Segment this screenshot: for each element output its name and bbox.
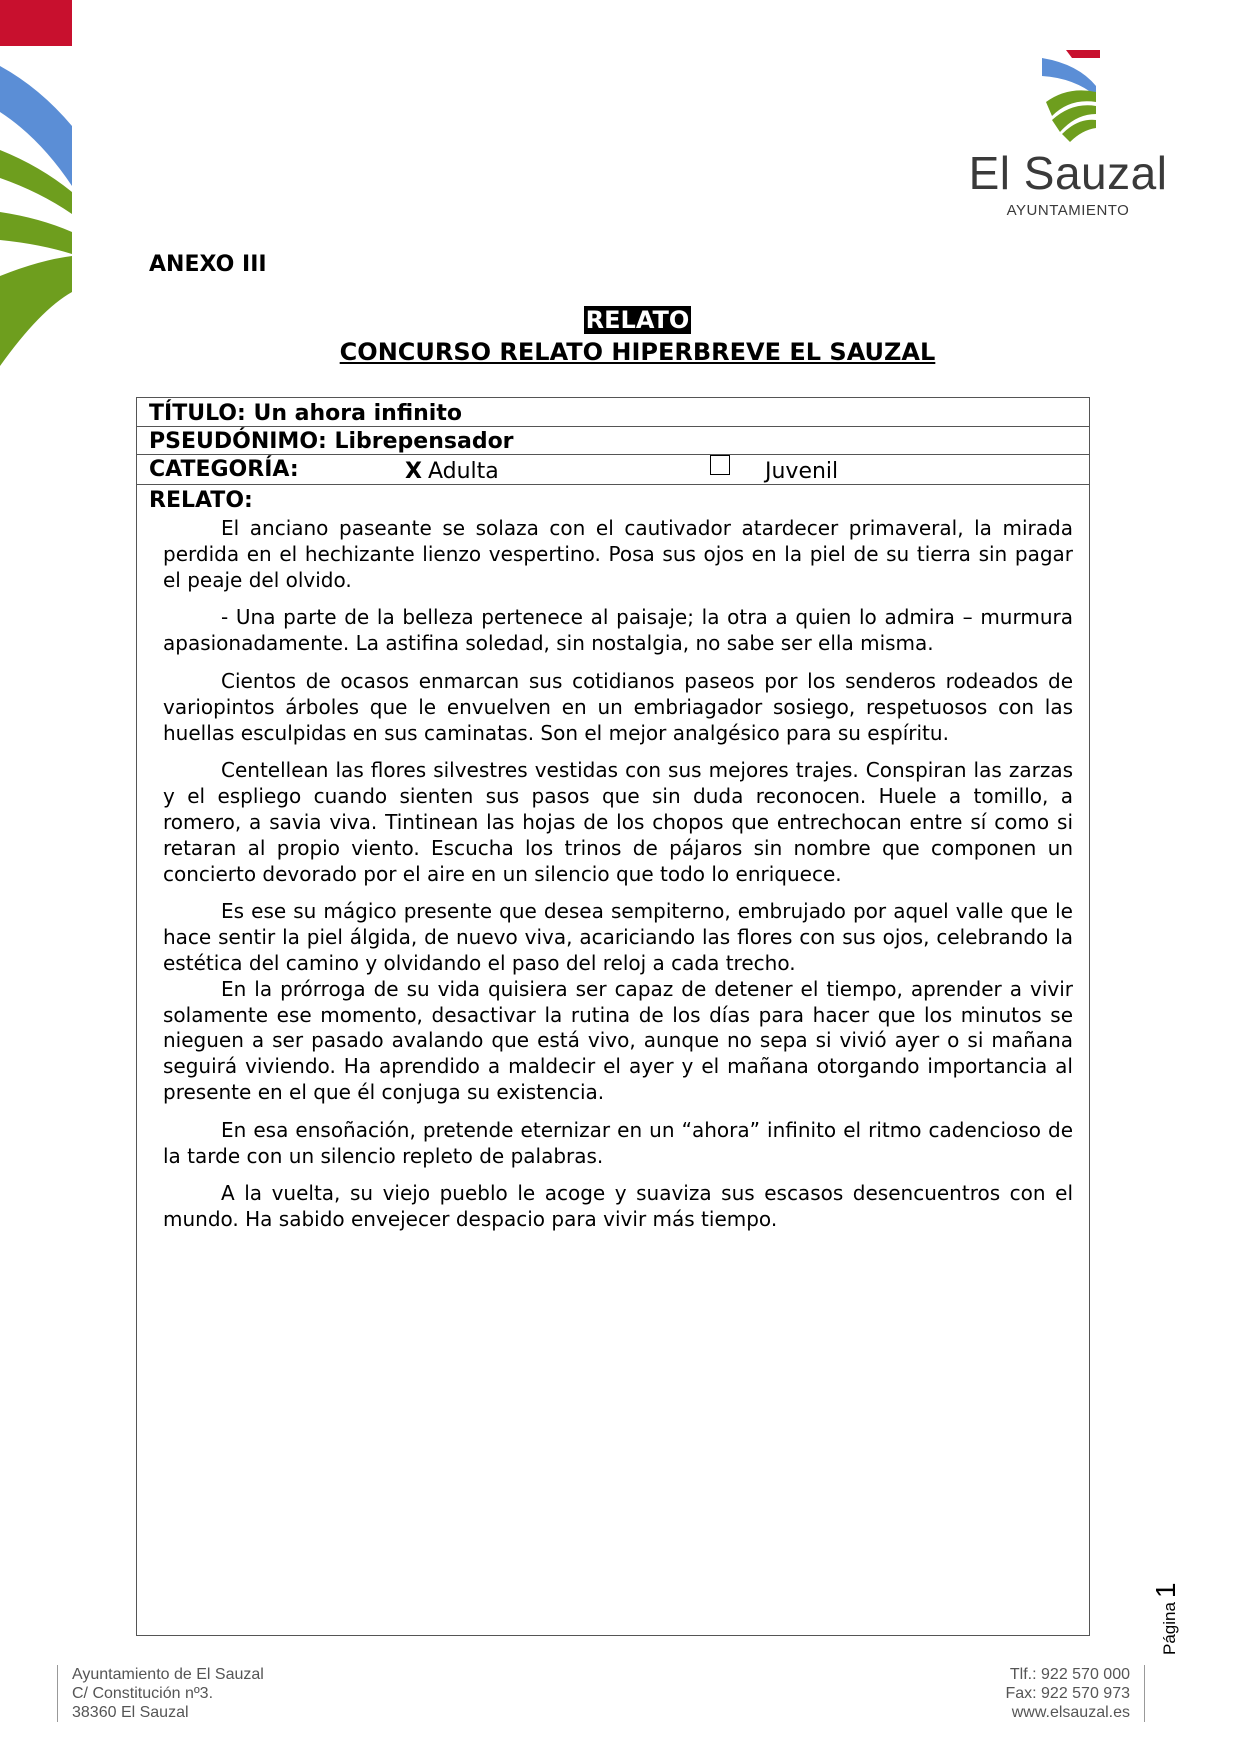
category-youth-label: Juvenil bbox=[765, 459, 839, 484]
pseudonym-row bbox=[137, 426, 1089, 455]
municipal-logo bbox=[968, 50, 1168, 230]
footer-phone: Tlf.: 922 570 000 bbox=[1009, 1666, 1130, 1683]
annex-label: ANEXO III bbox=[149, 252, 267, 277]
title-field: TÍTULO: Un ahora infinito bbox=[149, 401, 462, 426]
story-paragraph: - Una parte de la belleza pertenece al paisaje; la otra a quien lo admira – murmura apasionadamente. La astifina soledad, sin nostalgia, no sabe ser ella misma. bbox=[163, 605, 1073, 656]
story-label: RELATO: bbox=[149, 488, 253, 513]
category-adult-label: Adulta bbox=[427, 459, 499, 484]
page-label: Página bbox=[1160, 1602, 1179, 1655]
story-paragraph: En esa ensoñación, pretende eternizar en un “ahora” infinito el ritmo cadencioso de la tarde con un silencio repleto de palabras. bbox=[163, 1117, 1073, 1168]
story-paragraph: Cientos de ocasos enmarcan sus cotidianos paseos por los senderos rodeados de variopintos árboles que le envuelven en un embriagador sosiego, respetuosos con las huellas esculpidas en sus caminatas. Son el mejor analgésico para su espíritu. bbox=[163, 668, 1073, 745]
pseudonym-field: PSEUDÓNIMO: Librepensador bbox=[149, 429, 514, 454]
category-label: CATEGORÍA: bbox=[149, 457, 299, 482]
footer-contact bbox=[960, 1665, 1145, 1722]
logo-mark-icon bbox=[1038, 50, 1100, 142]
category-selected-mark: X bbox=[405, 459, 422, 484]
footer-address-line: Ayuntamiento de El Sauzal bbox=[72, 1666, 264, 1683]
title-row bbox=[137, 398, 1089, 427]
logo-subtitle: AYUNTAMIENTO bbox=[1006, 202, 1130, 219]
story-body bbox=[163, 516, 1073, 1233]
story-paragraph: Centellean las flores silvestres vestidas con sus mejores trajes. Conspiran las zarzas y el espliego cuando sienten sus pasos que sin duda reconocen. Huele a tomillo, a romero, a savia viva. Tintinean las hojas de los chopos que entrechocan entre sí como si retaran al propio viento. Escucha los trinos de pájaros sin nombre que componen un concierto devorado por el aire en un silencio que todo lo enriquece. bbox=[163, 758, 1073, 886]
contest-title: CONCURSO RELATO HIPERBREVE EL SAUZAL bbox=[339, 338, 936, 366]
green-band-2 bbox=[0, 212, 72, 254]
red-band bbox=[0, 0, 72, 46]
story-paragraph: A la vuelta, su viejo pueblo le acoge y suaviza sus escasos desencuentros con el mundo. Ha sabido envejecer despacio para vivir más tiempo. bbox=[163, 1181, 1073, 1232]
footer-website[interactable]: www.elsauzal.es bbox=[1011, 1704, 1130, 1721]
submission-form bbox=[136, 397, 1090, 1636]
footer-address-line: 38360 El Sauzal bbox=[72, 1704, 189, 1721]
footer-address-line: C/ Constitución nº3. bbox=[72, 1685, 214, 1702]
category-row bbox=[137, 454, 1089, 485]
page-indicator bbox=[1150, 1582, 1182, 1655]
logo-name: El Sauzal bbox=[968, 147, 1168, 199]
footer-fax: Fax: 922 570 973 bbox=[1005, 1685, 1130, 1702]
heading-wrapper bbox=[0, 306, 1240, 334]
story-paragraph: Es ese su mágico presente que desea sempiterno, embrujado por aquel valle que le hace sentir la piel álgida, de nuevo viva, acariciando las flores con sus ojos, celebrando la estética del camino y olvidando el paso del reloj a cada trecho. bbox=[163, 899, 1073, 975]
category-adult-option[interactable] bbox=[405, 459, 499, 484]
story-paragraph: En la prórroga de su vida quisiera ser capaz de detener el tiempo, aprender a vivir solamente ese momento, desactivar la rutina de los días para hacer que los minutos se nieguen a ser pasado avalando que está vivo, aunque no sepa si vivió ayer o si mañana seguirá viviendo. Ha aprendido a maldecir el ayer y el mañana otorgando importancia al presente en el que él conjuga su existencia. bbox=[163, 976, 1073, 1104]
story-paragraph: El anciano paseante se solaza con el cautivador atardecer primaveral, la mirada perdida en el hechizante lienzo vespertino. Posa sus ojos en la piel de su tierra sin pagar el peaje del olvido. bbox=[163, 516, 1073, 592]
page-number: 1 bbox=[1150, 1582, 1181, 1599]
category-youth-checkbox[interactable] bbox=[710, 455, 730, 475]
document-heading: RELATO bbox=[585, 306, 690, 334]
footer-address bbox=[57, 1665, 264, 1722]
